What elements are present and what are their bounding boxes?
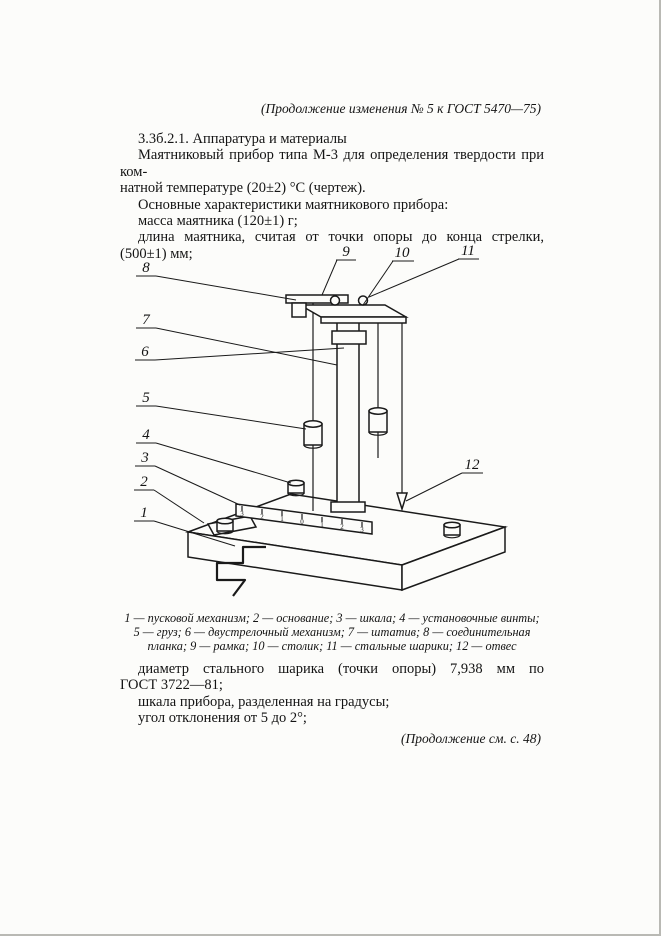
steel-ball [331, 296, 340, 305]
callout-2: 2 [140, 474, 148, 490]
callout-12: 12 [464, 457, 480, 473]
table-top [300, 305, 406, 317]
scale-number: 1 [280, 515, 284, 523]
callout-7: 7 [142, 312, 150, 328]
callout-6: 6 [141, 344, 149, 360]
callout-3: 3 [141, 450, 149, 466]
leveling-screw [217, 518, 233, 534]
paragraph-line: натной температуре (20±2) °С (чертеж). [120, 180, 366, 197]
top-assembly [286, 295, 406, 323]
figure-caption-line: планка; 9 — рамка; 10 — столик; 11 — стальные шарики; 12 — отвес [147, 638, 517, 653]
paragraph-line: угол отклонения от 5 до 2°; [138, 710, 307, 727]
callout-4: 4 [142, 427, 150, 443]
leveling-screw [444, 522, 460, 538]
callout-10: 10 [394, 245, 410, 261]
paragraph-line: Основные характеристики маятникового прибора: [138, 196, 449, 213]
section-heading: 3.3б.2.1. Аппаратура и материалы [138, 131, 347, 147]
body-text-bottom [120, 661, 544, 727]
paragraph-line: Маятниковый прибор типа М-3 для определения твердости при ком- [120, 147, 544, 180]
column-flange [331, 502, 365, 512]
figure-caption [106, 612, 558, 654]
paragraph-line: масса маятника (120±1) г; [138, 213, 298, 230]
pendulum-weight [304, 421, 322, 448]
paragraph-line: (500±1) мм; [120, 245, 193, 262]
callout-5: 5 [142, 390, 150, 406]
callout-8: 8 [142, 260, 150, 276]
scale-number: 3 [360, 526, 364, 534]
table-edge [321, 317, 406, 323]
scale-number: 2 [340, 523, 344, 531]
double-pointer-mechanism [332, 331, 366, 344]
frame [292, 303, 306, 317]
callout-11: 11 [461, 243, 475, 259]
stand-column [331, 321, 366, 512]
continuation-footer: (Продолжение см. с. 48) [401, 731, 541, 746]
scale-number: 3 [240, 510, 244, 518]
continuation-header: (Продолжение изменения № 5 к ГОСТ 5470—75) [260, 101, 541, 116]
scale-number: 0 [300, 518, 304, 526]
callout-9: 9 [342, 244, 350, 260]
figure-caption-line: 5 — груз; 6 — двустрелочный механизм; 7 — штатив; 8 — соединительная [133, 624, 531, 639]
callout-numbers [140, 243, 480, 521]
paragraph-line: длина маятника, считая от точки опоры до конца стрелки, [138, 229, 544, 246]
scale-number: 2 [260, 513, 264, 521]
scale-number: 1 [320, 521, 324, 529]
paragraph-line: диаметр стального шарика (точки опоры) 7,938 мм по [138, 661, 544, 677]
figure-caption-line: 1 — пусковой механизм; 2 — основание; 3 — шкала; 4 — установочные винты; [124, 611, 540, 625]
pendulum-instrument-figure [130, 243, 515, 611]
paragraph-line: ГОСТ 3722—81; [120, 677, 223, 694]
plumb [397, 321, 407, 509]
plumb-bob [397, 493, 407, 509]
pendulum-weight [369, 408, 387, 435]
callout-1: 1 [140, 505, 148, 521]
paragraph-line: шкала прибора, разделенная на градусы; [138, 693, 390, 710]
